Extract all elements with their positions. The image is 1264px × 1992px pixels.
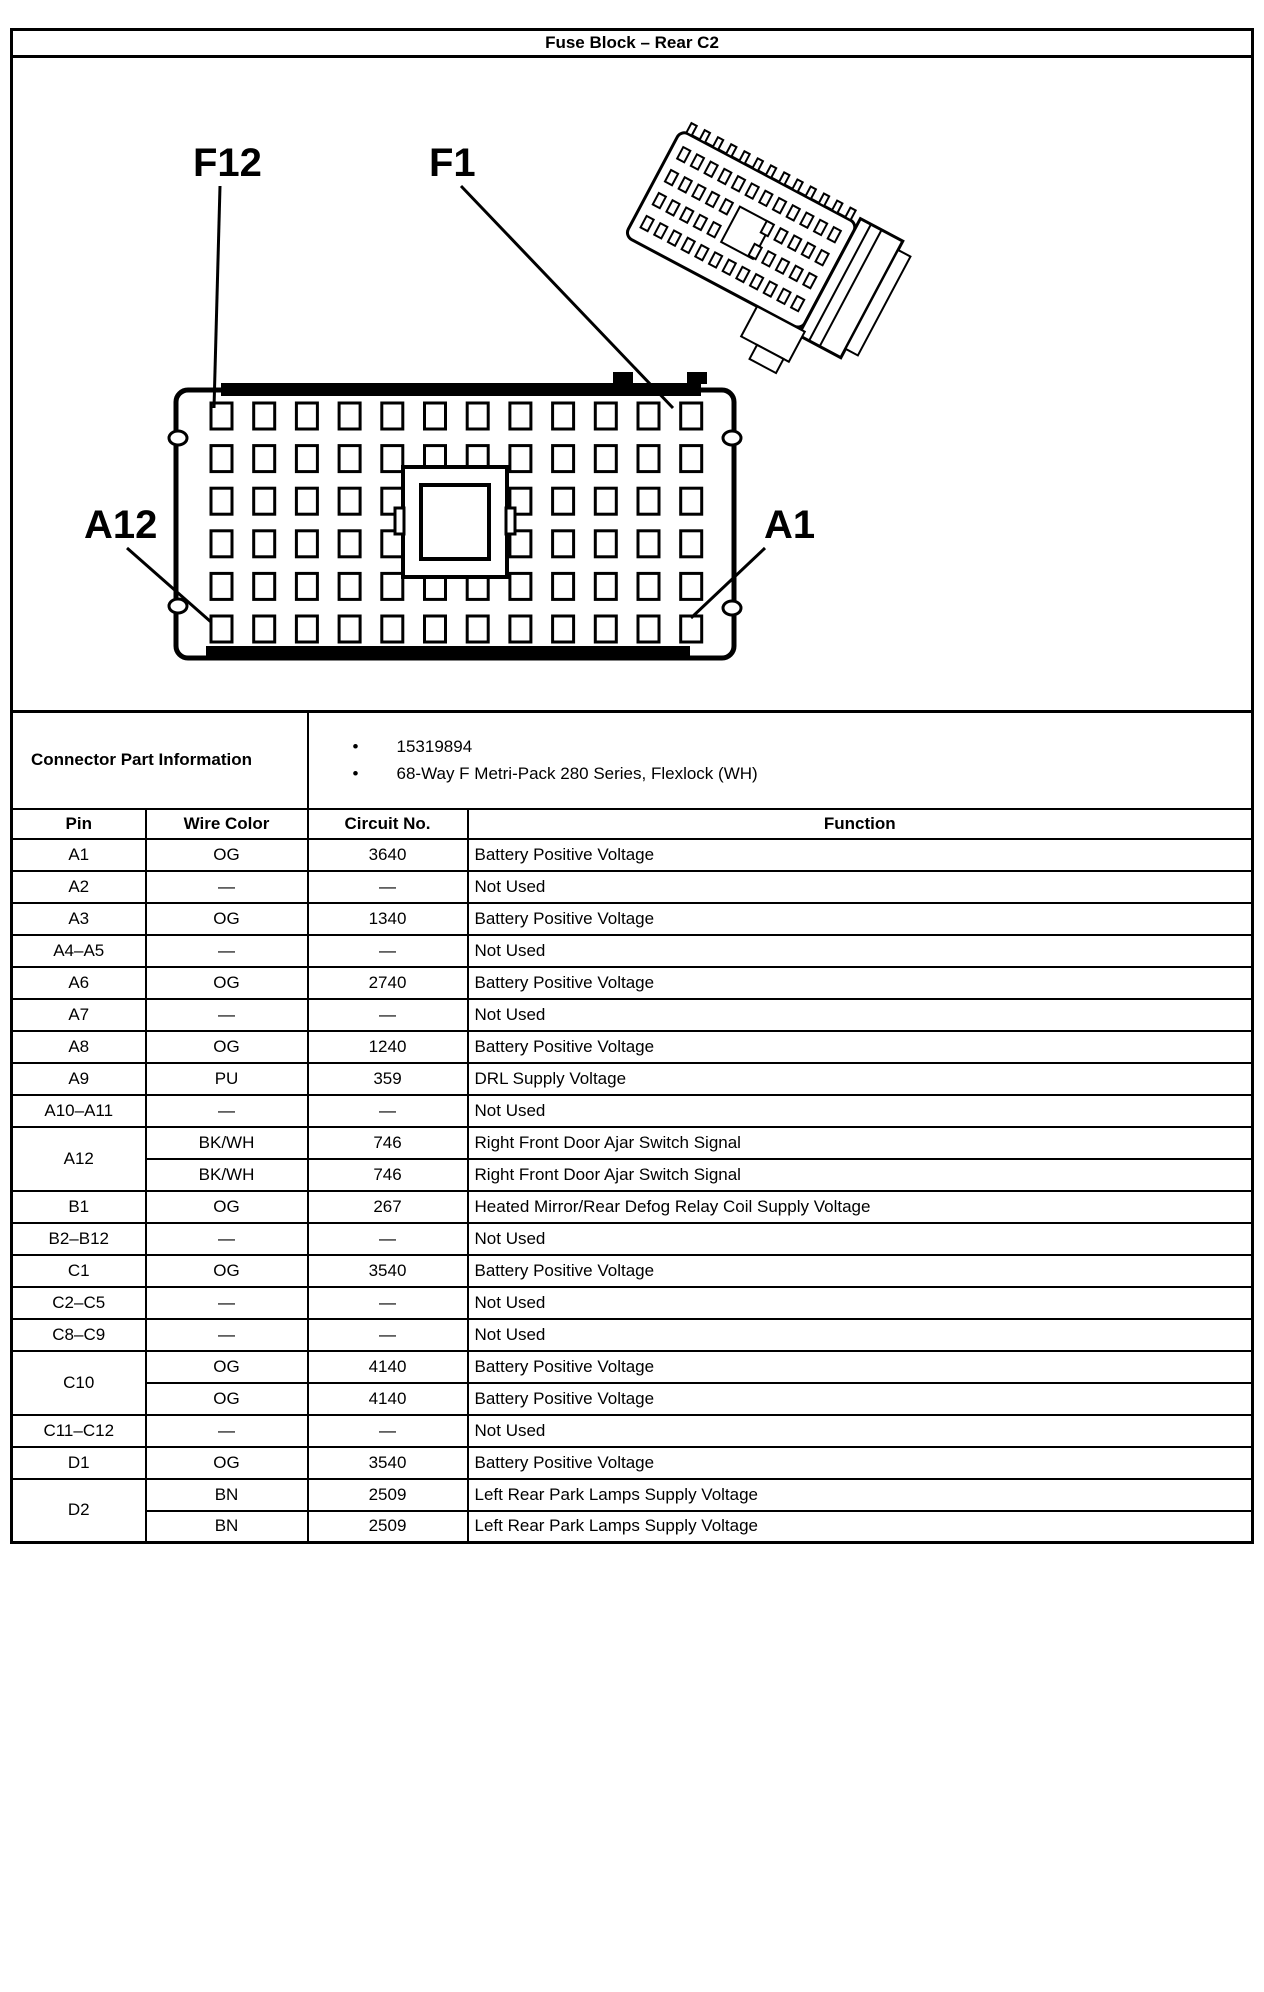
circuit-no-cell: 1240 [308,1031,468,1063]
pin-cell: C11–C12 [12,1415,146,1447]
circuit-no-cell: 2509 [308,1511,468,1543]
mounting-ear [723,601,741,615]
part-series: 68-Way F Metri-Pack 280 Series, Flexlock (WH) [396,763,758,783]
wire-color-cell: — [146,1287,308,1319]
pin-label-a1: A1 [764,503,816,547]
function-cell: DRL Supply Voltage [468,1063,1253,1095]
front-view-top-bar [221,383,701,396]
wire-color-cell: OG [146,1255,308,1287]
circuit-no-cell: 4140 [308,1351,468,1383]
table-row [12,903,1253,935]
circuit-no-cell: — [308,935,468,967]
function-cell: Battery Positive Voltage [468,1031,1253,1063]
part-series-line [309,760,1251,787]
header-wire-color: Wire Color [146,809,308,839]
table-row [12,967,1253,999]
pin-cell: A3 [12,903,146,935]
circuit-no-cell: 746 [308,1127,468,1159]
center-latch-tab [395,508,404,534]
table-row [12,1415,1253,1447]
connector-part-details [308,712,1253,809]
table-row [12,1383,1253,1415]
wire-color-cell: — [146,1319,308,1351]
pin-label-f1: F1 [429,141,476,185]
table-header-row [12,809,1253,839]
table-row [12,839,1253,871]
table-row [12,1095,1253,1127]
function-cell: Battery Positive Voltage [468,839,1253,871]
table-row [12,1479,1253,1511]
function-cell: Not Used [468,999,1253,1031]
wire-color-cell: OG [146,967,308,999]
wire-color-cell: — [146,1095,308,1127]
wire-color-cell: — [146,1415,308,1447]
connector-part-information-label: Connector Part Information [12,712,308,809]
circuit-no-cell: 2740 [308,967,468,999]
table-row [12,871,1253,903]
wire-color-cell: OG [146,1351,308,1383]
pinout-table-body [12,839,1253,1543]
wire-color-cell: BN [146,1479,308,1511]
pin-cell: A9 [12,1063,146,1095]
mounting-ear [169,599,187,613]
pin-cell: A1 [12,839,146,871]
wire-color-cell: BN [146,1511,308,1543]
circuit-no-cell: 4140 [308,1383,468,1415]
part-number: 15319894 [396,736,473,756]
pin-cell: C8–C9 [12,1319,146,1351]
pin-label-a12: A12 [84,503,158,547]
connector-isometric-view [601,120,917,403]
circuit-no-cell: 359 [308,1063,468,1095]
function-cell: Not Used [468,1223,1253,1255]
function-cell: Left Rear Park Lamps Supply Voltage [468,1479,1253,1511]
function-cell: Not Used [468,1095,1253,1127]
pin-cell: C1 [12,1255,146,1287]
function-cell: Battery Positive Voltage [468,1255,1253,1287]
front-view-top-tab [613,372,633,384]
function-cell: Heated Mirror/Rear Defog Relay Coil Supply Voltage [468,1191,1253,1223]
pin-cell: B1 [12,1191,146,1223]
circuit-no-cell: — [308,1415,468,1447]
table-row [12,1223,1253,1255]
table-row [12,1191,1253,1223]
table-row [12,1319,1253,1351]
wire-color-cell: — [146,935,308,967]
wire-color-cell: BK/WH [146,1127,308,1159]
pin-cell: C10 [12,1351,146,1415]
function-cell: Not Used [468,871,1253,903]
function-cell: Left Rear Park Lamps Supply Voltage [468,1511,1253,1543]
front-view-top-tab [687,372,707,384]
connector-info-row [12,712,1253,809]
pin-cell: C2–C5 [12,1287,146,1319]
table-row [12,1511,1253,1543]
circuit-no-cell: — [308,1095,468,1127]
header-circuit-no: Circuit No. [308,809,468,839]
circuit-no-cell: — [308,871,468,903]
wire-color-cell: OG [146,1191,308,1223]
bullet-icon: • [352,763,359,783]
pin-cell: A12 [12,1127,146,1191]
table-row [12,1255,1253,1287]
pin-cell: B2–B12 [12,1223,146,1255]
header-function: Function [468,809,1253,839]
table-row [12,1031,1253,1063]
function-cell: Battery Positive Voltage [468,1447,1253,1479]
front-view-bottom-bar [206,646,690,659]
function-cell: Not Used [468,1319,1253,1351]
pin-cell: A7 [12,999,146,1031]
connector-front-view [169,372,741,659]
circuit-no-cell: 1340 [308,903,468,935]
function-cell: Battery Positive Voltage [468,1351,1253,1383]
function-cell: Battery Positive Voltage [468,903,1253,935]
header-pin: Pin [12,809,146,839]
function-cell: Not Used [468,935,1253,967]
wire-color-cell: — [146,999,308,1031]
pin-cell: D1 [12,1447,146,1479]
mounting-ear [723,431,741,445]
bullet-icon: • [352,736,359,756]
wire-color-cell: — [146,871,308,903]
function-cell: Battery Positive Voltage [468,967,1253,999]
circuit-no-cell: 3640 [308,839,468,871]
table-row [12,1063,1253,1095]
circuit-no-cell: 746 [308,1159,468,1191]
wire-color-cell: OG [146,1447,308,1479]
leader-line-f12 [214,186,220,408]
circuit-no-cell: 2509 [308,1479,468,1511]
wire-color-cell: OG [146,839,308,871]
table-row [12,999,1253,1031]
table-row [12,1159,1253,1191]
wire-color-cell: OG [146,1031,308,1063]
table-row [12,1127,1253,1159]
connector-pinout-table [10,710,1254,1544]
pin-cell: A6 [12,967,146,999]
table-row [12,1447,1253,1479]
wire-color-cell: OG [146,903,308,935]
circuit-no-cell: — [308,1319,468,1351]
mounting-ear [169,431,187,445]
wire-color-cell: — [146,1223,308,1255]
document-frame [10,28,1254,1544]
pin-cell: A8 [12,1031,146,1063]
pin-label-f12: F12 [193,141,262,185]
function-cell: Battery Positive Voltage [468,1383,1253,1415]
wire-color-cell: PU [146,1063,308,1095]
table-row [12,1351,1253,1383]
circuit-no-cell: 3540 [308,1447,468,1479]
wire-color-cell: BK/WH [146,1159,308,1191]
wire-color-cell: OG [146,1383,308,1415]
part-number-line [309,733,1251,760]
circuit-no-cell: — [308,1287,468,1319]
table-row [12,1287,1253,1319]
circuit-no-cell: — [308,1223,468,1255]
function-cell: Right Front Door Ajar Switch Signal [468,1159,1253,1191]
connector-diagram-svg [13,58,1251,710]
pin-cell: A4–A5 [12,935,146,967]
circuit-no-cell: 267 [308,1191,468,1223]
pin-cell: D2 [12,1479,146,1543]
center-latch-tab [506,508,515,534]
circuit-no-cell: — [308,999,468,1031]
connector-diagram [10,58,1254,710]
center-latch-inner [421,485,489,559]
function-cell: Not Used [468,1415,1253,1447]
function-cell: Right Front Door Ajar Switch Signal [468,1127,1253,1159]
table-row [12,935,1253,967]
circuit-no-cell: 3540 [308,1255,468,1287]
pin-cell: A10–A11 [12,1095,146,1127]
page-title: Fuse Block – Rear C2 [10,28,1254,58]
pin-cell: A2 [12,871,146,903]
function-cell: Not Used [468,1287,1253,1319]
